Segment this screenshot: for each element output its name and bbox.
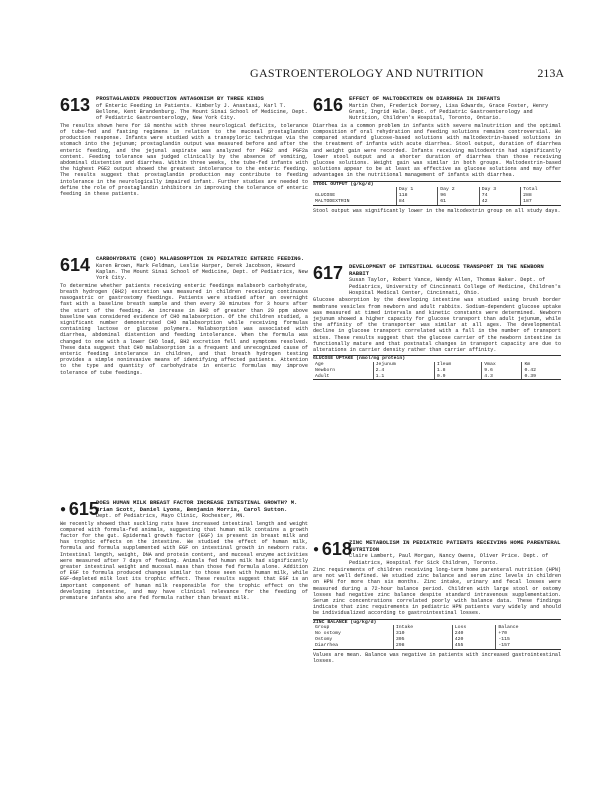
abstract-number: 616: [313, 95, 344, 115]
abstract-number: ● 615: [60, 500, 99, 519]
table-cell: 84: [396, 199, 437, 205]
table-row: [313, 643, 561, 649]
abstract-body: The results shown here for 18 months with three neurological deficits, tolerance of tube-fed and fasting regimens in relation to the mucosal prostaglandin production response. Infants were studied with a transpyloric technique via the stomach into the jejunum; prostaglandin output was measured before and after the enteric feeding, and the jejunal aspirate was analyzed for PGE2 and PGF2a content. Feeding tolerance was judged clinically by the absence of vomiting, abdominal distention and diarrhea. Within three weeks, the tube-fed infants with the highest PGE2 output showed the greatest intolerance to the enteric feeding. The results suggest that prostaglandin production may contribute to feeding intolerance in the neurologically impaired infant. Further studies are needed to define the role of prostaglandin inhibitors in improving the tolerance of enteric feeding in these patients.: [60, 122, 308, 198]
table-cell: 0.9: [434, 374, 481, 380]
data-table: [313, 362, 561, 379]
abstract-title: DOES HUMAN MILK BREAST FACTOR INCREASE INTESTINAL GROWTH? M. Brian Scott, Daniel Lyons, Benjamin Morris, Carol Sutton.: [96, 499, 298, 513]
table-cell: 118: [396, 193, 437, 199]
table-row: [313, 199, 561, 205]
abstract-number: 613: [60, 95, 91, 115]
abstract-617: [313, 264, 561, 510]
figure-table: [313, 619, 561, 650]
table-cell: 240: [452, 631, 496, 637]
table-header: Day 2: [438, 187, 479, 193]
table-header: Balance: [496, 625, 561, 631]
abstract-616: [313, 96, 561, 256]
abstract-authors: Susan Taylor, Robert Vance, Wendy Allen, Thomas Baker. Dept. of Pediatrics, University of Cincinnati College of Medicine, Children's Hospital Medical Center, Cincinnati, Ohio.: [349, 277, 561, 296]
abstract-number: 617: [313, 263, 344, 283]
table-cell: +70: [496, 631, 561, 637]
table-cell: 4.3: [482, 374, 522, 380]
abstract-body: Diarrhea is a common problem in infants with severe malnutrition and the optimal composition of oral rehydration and feeding solutions remains controversial. We compared standard glucose-based solutions with maltodextrin-based solutions in the treatment of infants with acute diarrhea. Stool output, duration of diarrhea and weight gain were recorded. Infants receiving maltodextrin had significantly lower stool output and a shorter duration of diarrhea than those receiving glucose solutions. Weight gain was similar in both groups. Maltodextrin-based solutions appear to be at least as effective as glucose solutions and may offer advantages in the nutritional management of infants with diarrhea.: [313, 122, 561, 179]
abstract-613: [60, 96, 308, 236]
table-header: Jejunum: [373, 362, 434, 368]
table-cell: 0.42: [522, 368, 561, 374]
table-header: Age: [315, 362, 324, 368]
table-row: [313, 374, 561, 380]
abstract-authors: of Enteric Feeding in Patients. Kimberly J. Anastasi, Karl T. Bellone, Kent Brandenburg. The Mount Sinai School of Medicine, Dept. of Pediatric Gastroenterology, New York City.: [96, 102, 308, 122]
table-cell: 96: [438, 193, 479, 199]
table-cell: 187: [521, 199, 561, 205]
table-cell: 61: [438, 199, 479, 205]
table-cell: 9.6: [482, 368, 522, 374]
table-cell: Newborn: [315, 367, 336, 373]
table-header: Group: [315, 625, 330, 631]
figure-table: [313, 355, 561, 380]
data-table: [313, 187, 561, 204]
table-header: Day 1: [396, 187, 437, 193]
abstract-body: Glucose absorption by the developing intestine was studied using brush border membrane vesicles from newborn and adult rabbits. Sodium-dependent glucose uptake was measured at timed intervals and kinetic constants were determined. Newborn jejunum showed a higher capacity for glucose transport than adult jejunum, while the affinity of the transporter was similar at all ages. The developmental decline in glucose transport correlated with a fall in the number of transport sites. These results suggest that the glucose carrier of the newborn intestine is functionally mature and that postnatal changes in transport capacity are due to alterations in carrier density rather than carrier affinity.: [313, 297, 561, 354]
table-cell: MALTODEXTRIN: [315, 199, 350, 205]
abstract-body: Zinc requirements of children receiving long-term home parenteral nutrition (HPN) are not well defined. We studied zinc balance and serum zinc levels in children on HPN for more than six months. Zinc intake, urinary and fecal losses were measured during a 72-hour balance period. Children with large stool or ostomy losses had negative zinc balance despite standard intravenous supplementation. Serum zinc concentrations correlated poorly with balance data. These findings indicate that zinc requirements in pediatric HPN patients vary widely and should be individualized according to gastrointestinal losses.: [313, 567, 561, 617]
table-cell: GLUCOSE: [315, 193, 336, 199]
table-cell: 1.8: [434, 368, 481, 374]
table-cell: 0.39: [522, 374, 561, 380]
table-header: Loss: [452, 625, 496, 631]
figure-title: ZINC BALANCE (ug/kg/d): [313, 619, 377, 625]
table-cell: 305: [393, 637, 452, 643]
table-cell: 74: [479, 193, 520, 199]
table-cell: Diarrhea: [315, 642, 339, 648]
table-cell: 2.4: [373, 368, 434, 374]
table-cell: 42: [479, 199, 520, 205]
page-header: [0, 66, 600, 82]
table-cell: 298: [393, 643, 452, 649]
abstract-title: DEVELOPMENT OF INTESTINAL GLUCOSE TRANSPORT IN THE NEWBORN RABBIT: [349, 263, 544, 277]
figure-caption: Stool output was significantly lower in the maltodextrin group on all study days.: [313, 207, 561, 214]
table-header: Ileum: [434, 362, 481, 368]
abstract-body: To determine whether patients receiving enteric feedings malabsorb carbohydrate, breath hydrogen (BH2) excretion was measured in children receiving continuous nasogastric or gastrostomy feedings. Patients were studied after an overnight fast with a baseline breath sample and then every 30 minutes for 3 hours after the start of the feeding. An increase in BH2 of greater than 20 ppm above baseline was considered evidence of CHO malabsorption. Of the children studied, a significant number demonstrated CHO malabsorption while receiving formulas containing lactose or glucose polymers. Malabsorption was associated with diarrhea, abdominal distention and feeding intolerance. When the formula was changed to one with a lower CHO load, BH2 excretion fell and symptoms resolved. These data suggest that CHO malabsorption is a frequent and unrecognized cause of enteric feeding intolerance in children, and that breath hydrogen testing provides a simple noninvasive means of identifying affected patients. Attention to the type and quantity of carbohydrate in enteric formulas may improve tolerance of tube feedings.: [60, 282, 308, 376]
table-cell: Ostomy: [315, 637, 333, 643]
table-cell: Adult: [315, 373, 330, 379]
journal-title: GASTROENTEROLOGY AND NUTRITION: [250, 66, 484, 80]
figure-table: [313, 181, 561, 206]
table-cell: 455: [452, 643, 496, 649]
table-header: Km: [522, 362, 561, 368]
table-header: Total: [521, 187, 561, 193]
figure-caption: Values are mean. Balance was negative in patients with increased gastrointestinal losses.: [313, 651, 561, 664]
data-table: [313, 625, 561, 648]
abstract-615: [60, 500, 308, 730]
abstract-title: ZINC METABOLISM IN PEDIATRIC PATIENTS RECEIVING HOME PARENTERAL NUTRITION: [349, 539, 561, 553]
table-cell: -157: [496, 643, 561, 649]
table-cell: 420: [452, 637, 496, 643]
table-cell: -115: [496, 637, 561, 643]
abstract-body: We recently showed that suckling rats have increased intestinal length and weight compared with formula-fed animals, suggesting that human milk contains a growth factor for the gut. Epidermal growth factor (EGF) is present in breast milk and has trophic effects on the intestine. We studied the effect of human milk, formula and formula supplemented with EGF on intestinal growth in newborn rats. Intestinal length, weight, DNA and protein content, and mucosal enzyme activities were measured after 7 days of feeding. Animals fed human milk had significantly greater intestinal weight and mucosal mass than those fed formula alone. Addition of EGF to formula produced changes similar to those seen with human milk, while EGF-depleted milk lost its trophic effect. These results suggest that EGF is an important component of human milk responsible for the trophic effect on the developing intestine, and may have clinical relevance for the feeding of premature infants who are fed formula rather than breast milk.: [60, 520, 308, 602]
abstract-number: ● 618: [313, 540, 352, 559]
table-cell: 1.1: [373, 374, 434, 380]
abstract-618: [313, 540, 561, 750]
abstract-614: [60, 256, 308, 496]
table-header: Intake: [393, 625, 452, 631]
table-cell: 310: [393, 631, 452, 637]
figure-title: STOOL OUTPUT (g/kg/d): [313, 181, 374, 187]
abstract-authors: Martin Chen, Frederick Dorsey, Lisa Edwards, Grace Foster, Henry Grant, Ingrid Hale. Dept. of Pediatric Gastroenterology and Nutrition, Children's Hospital, Toronto, Ontario.: [349, 102, 549, 122]
abstract-title: CARBOHYDRATE (CHO) MALABSORPTION IN PEDIATRIC ENTERIC FEEDING.: [96, 255, 305, 262]
table-cell: 288: [521, 193, 561, 199]
page-number: 213A: [537, 66, 564, 80]
figure-title: GLUCOSE UPTAKE (nmol/mg protein): [313, 356, 406, 362]
abstract-authors: Claire Lambert, Paul Morgan, Nancy Owens, Oliver Price. Dept. of Pediatrics, Hospital for Sick Children, Toronto.: [349, 553, 549, 566]
abstract-authors: Dept. of Pediatrics, Mayo Clinic, Rochester, MN.: [96, 513, 246, 520]
abstract-title: PROSTAGLANDIN PRODUCTION ANTAGONISM BY THREE KINDS: [96, 95, 264, 102]
table-header: Vmax: [482, 362, 522, 368]
abstract-number: 614: [60, 255, 91, 275]
abstract-title: EFFECT OF MALTODEXTRIN ON DIARRHEA IN INFANTS: [349, 95, 501, 102]
table-header: Day 3: [479, 187, 520, 193]
table-cell: No ostomy: [315, 631, 341, 637]
abstract-authors: Karen Brown, Mark Feldman, Leslie Harper, Derek Jacobson, Howard Kaplan. The Mount Sinai School of Medicine, Dept. of Pediatrics, New York City.: [96, 262, 308, 282]
